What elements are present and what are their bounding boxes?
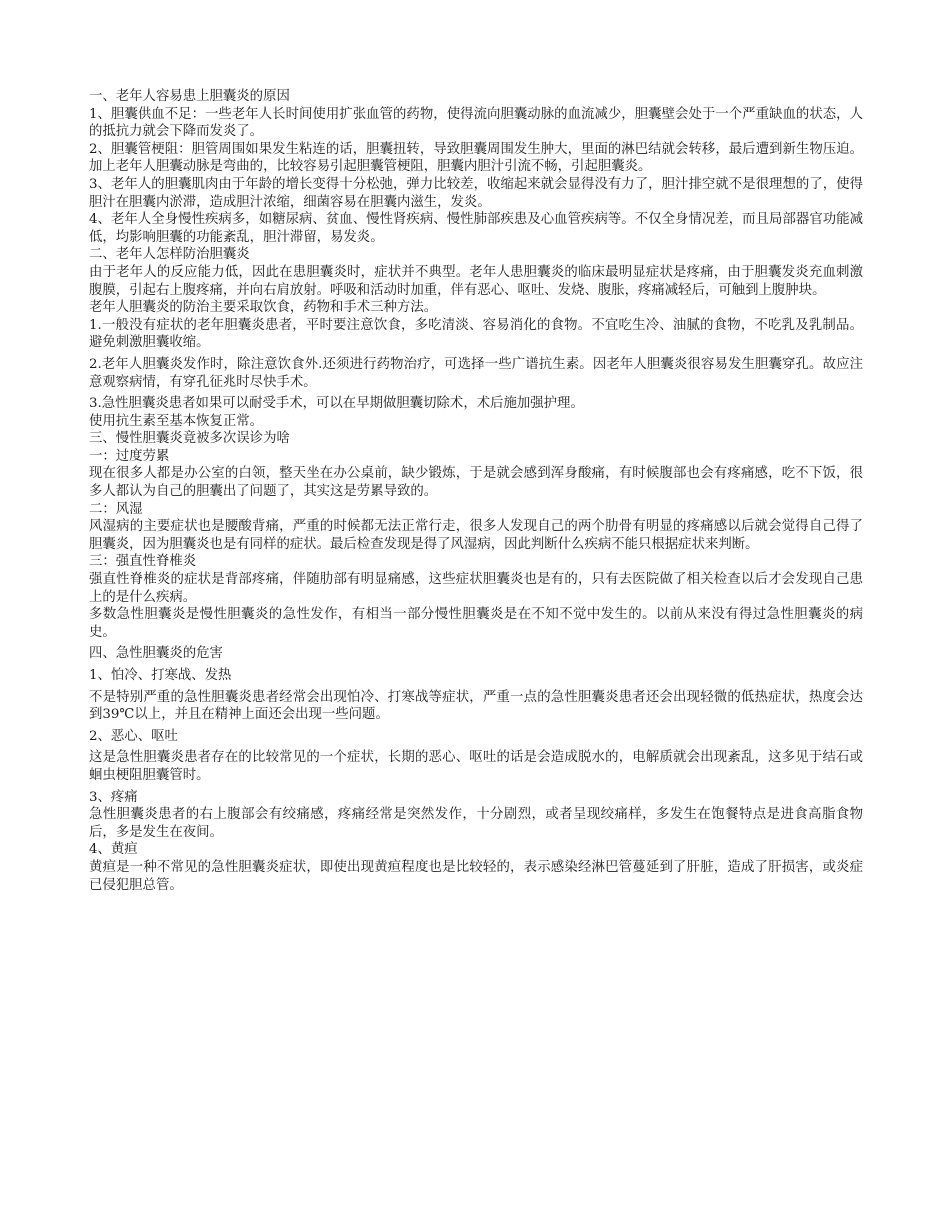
body-paragraph: 黄疸是一种不常见的急性胆囊炎症状，即使出现黄疸程度也是比较轻的，表示感染经淋巴管蔓延到了肝脏，造成了肝损害，或炎症已侵犯胆总管。 (89, 859, 863, 893)
body-paragraph: 使用抗生素至基本恢复正常。 (89, 413, 264, 429)
document-body (89, 88, 863, 894)
sub-heading: 3、疼痛 (89, 789, 138, 805)
body-paragraph: 多数急性胆囊炎是慢性胆囊炎的急性发作，有相当一部分慢性胆囊炎是在不知不觉中发生的。以前从来没有得过急性胆囊炎的病史。 (89, 607, 863, 640)
body-paragraph: 急性胆囊炎患者的右上腹部会有绞痛感，疼痛经常是突然发作，十分剧烈，或者呈现绞痛样，多发生在饱餐特点是进食高脂食物后，多是发生在夜间。 (89, 807, 863, 840)
sub-heading: 1、怕冷、打寒战、发热 (89, 668, 232, 683)
section-heading: 三、慢性胆囊炎竟被多次误诊为啥 (89, 431, 290, 447)
body-paragraph: 现在很多人都是办公室的白领，整天坐在办公桌前，缺少锻炼，于是就会感到浑身酸痛，有时候腹部也会有疼痛感，吃不下饭，很多人都认为自己的胆囊出了问题了，其实这是劳累导致的。 (89, 466, 863, 500)
body-paragraph: 3、老年人的胆囊肌肉由于年龄的增长变得十分松弛，弹力比较差，收缩起来就会显得没有力了，胆汁排空就不是很理想的了，使得胆汁在胆囊内淤滞，造成胆汁浓缩，细菌容易在胆囊内滋生，发炎。 (89, 176, 863, 210)
body-paragraph: 这是急性胆囊炎患者存在的比较常见的一个症状，长期的恶心、呕吐的话是会造成脱水的，电解质就会出现紊乱，这多见于结石或蛔虫梗阻胆囊管时。 (89, 750, 863, 783)
body-paragraph: 3.急性胆囊炎患者如果可以耐受手术，可以在早期做胆囊切除术，术后施加强护理。 (89, 396, 584, 412)
body-paragraph: 1.一般没有症状的老年胆囊炎患者，平时要注意饮食，多吃清淡、容易消化的食物。不宜吃生冷、油腻的食物，不吃乳及乳制品。避免刺激胆囊收缩。 (89, 317, 863, 351)
body-paragraph: 强直性脊椎炎的症状是背部疼痛，伴随肋部有明显痛感，这些症状胆囊炎也是有的，只有去医院做了相关检查以后才会发现自己患上的是什么疾病。 (89, 572, 863, 605)
body-paragraph: 老年人胆囊炎的防治主要采取饮食，药物和手术三种方法。 (89, 300, 438, 316)
sub-heading: 二：风湿 (89, 501, 143, 517)
sub-heading: 三：强直性脊椎炎 (89, 554, 197, 570)
body-paragraph: 1、胆囊供血不足：一些老年人长时间使用扩张血管的药物，使得流向胆囊动脉的血流减少，胆囊壁会处于一个严重缺血的状态，人的抵抗力就会下降而发炎了。 (89, 106, 863, 140)
section-heading: 四、急性胆囊炎的危害 (89, 646, 223, 662)
sub-heading: 4、黄疸 (89, 842, 138, 858)
body-paragraph: 4、老年人全身慢性疾病多，如糖尿病、贫血、慢性肾疾病、慢性肺部疾患及心血管疾病等。不仅全身情况差，而且局部器官功能减低，均影响胆囊的功能紊乱，胆汁滞留，易发炎。 (89, 212, 863, 245)
body-paragraph: 2.老年人胆囊炎发作时，除注意饮食外.还须进行药物治疗，可选择一些广谱抗生素。因老年人胆囊炎很容易发生胆囊穿孔。故应注意观察病情，有穿孔征兆时尽快手术。 (89, 356, 863, 390)
body-paragraph: 不是特别严重的急性胆囊炎患者经常会出现怕冷、打寒战等症状，严重一点的急性胆囊炎患者还会出现轻微的低热症状，热度会达到39℃以上，并且在精神上面还会出现一些问题。 (89, 689, 863, 723)
body-paragraph: 2、胆囊管梗阻：胆管周围如果发生粘连的话，胆囊扭转，导致胆囊周围发生肿大，里面的淋巴结就会转移，最后遭到新生物压迫。加上老年人胆囊动脉是弯曲的，比较容易引起胆囊管梗阻，胆囊内胆汁引流不畅，引起胆囊炎。 (89, 141, 863, 175)
sub-heading: 2、恶心、呕吐 (89, 728, 178, 744)
body-paragraph: 由于老年人的反应能力低，因此在患胆囊炎时，症状并不典型。老年人患胆囊炎的临床最明显症状是疼痛，由于胆囊发炎充血刺激腹膜，引起右上腹疼痛，并向右肩放射。呼吸和活动时加重，伴有恶心、呕吐、发烧、腹胀，疼痛减轻后，可触到上腹肿块。 (89, 264, 863, 298)
sub-heading: 一：过度劳累 (89, 448, 170, 464)
section-heading: 一、老年人容易患上胆囊炎的原因 (89, 89, 290, 104)
body-paragraph: 风湿病的主要症状也是腰酸背痛，严重的时候都无法正常行走，很多人发现自己的两个肋骨有明显的疼痛感以后就会觉得自己得了胆囊炎，因为胆囊炎也是有同样的症状。最后检查发现是得了风湿病，因此判断什么疾病不能只根据症状来判断。 (89, 519, 863, 552)
section-heading: 二、老年人怎样防治胆囊炎 (89, 247, 250, 263)
